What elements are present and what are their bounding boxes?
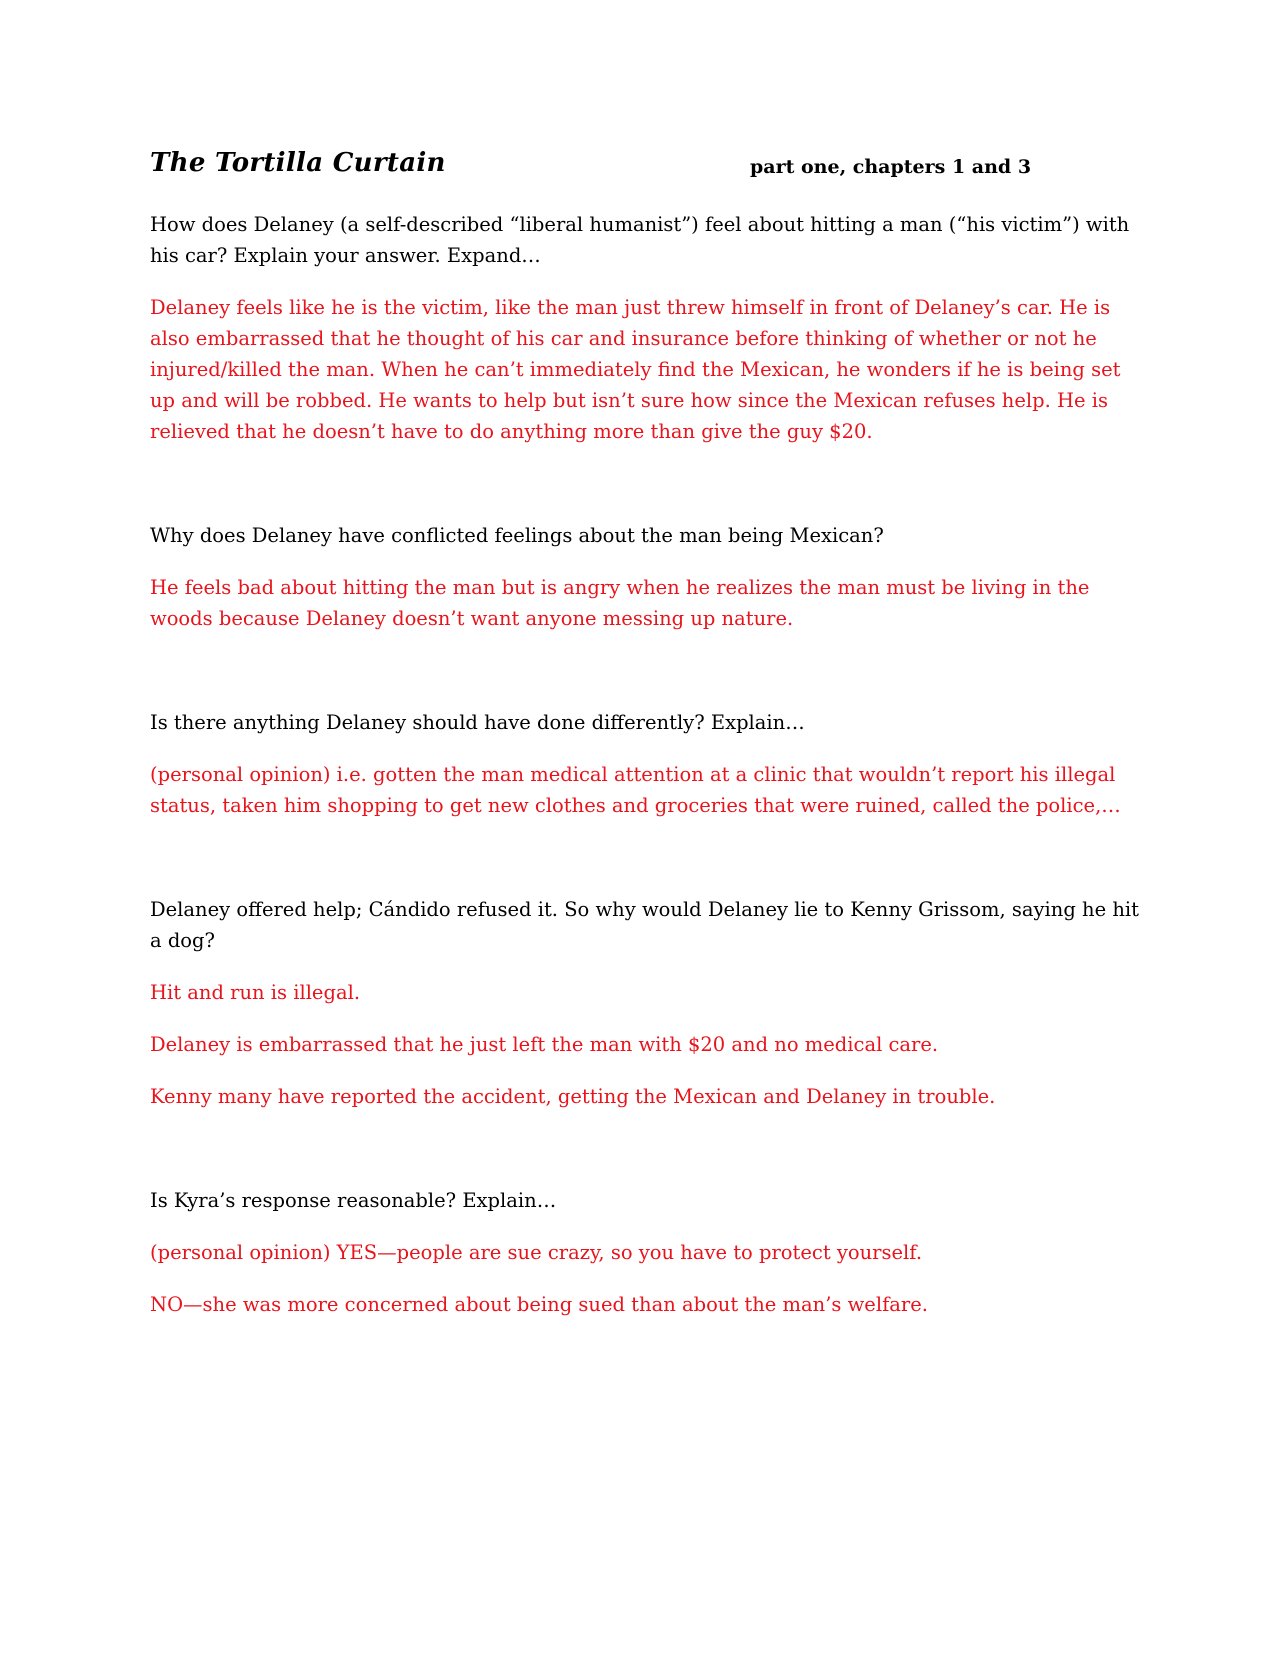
question-5: Is Kyra’s response reasonable? Explain…	[150, 1189, 557, 1212]
answer-4c: Kenny many have reported the accident, getting the Mexican and Delaney in trouble.	[150, 1085, 996, 1108]
document-subtitle: part one, chapters 1 and 3	[750, 156, 1032, 178]
answer-4a: Hit and run is illegal.	[150, 981, 361, 1004]
document-title: The Tortilla Curtain	[150, 148, 446, 178]
answer-3: (personal opinion) i.e. gotten the man medical attention at a clinic that wouldn’t report his illegal status, taken him shopping to get new clothes and groceries that were ruined, called the police,…	[150, 763, 1121, 817]
document-page	[150, 148, 1140, 1320]
answer-5b: NO—she was more concerned about being sued than about the man’s welfare.	[150, 1293, 928, 1316]
question-4: Delaney offered help; Cándido refused it. So why would Delaney lie to Kenny Grissom, saying he hit a dog?	[150, 898, 1139, 952]
answer-4b: Delaney is embarrassed that he just left the man with $20 and no medical care.	[150, 1033, 939, 1056]
answer-2: He feels bad about hitting the man but is angry when he realizes the man must be living in the woods because Delaney doesn’t want anyone messing up nature.	[150, 576, 1090, 630]
answer-1: Delaney feels like he is the victim, like the man just threw himself in front of Delaney’s car. He is also embarrassed that he thought of his car and insurance before thinking of whether or not he injured/killed the man. When he can’t immediately find the Mexican, he wonders if he is being set up and will be robbed. He wants to help but isn’t sure how since the Mexican refuses help. He is relieved that he doesn’t have to do anything more than give the guy $20.	[150, 296, 1121, 443]
question-3: Is there anything Delaney should have done differently? Explain…	[150, 711, 805, 734]
question-2: Why does Delaney have conflicted feelings about the man being Mexican?	[150, 524, 884, 547]
answer-5a: (personal opinion) YES—people are sue crazy, so you have to protect yourself.	[150, 1241, 923, 1264]
question-1: How does Delaney (a self-described “liberal humanist”) feel about hitting a man (“his victim”) with his car? Explain your answer. Expand…	[150, 213, 1130, 267]
document-header	[150, 148, 1140, 188]
